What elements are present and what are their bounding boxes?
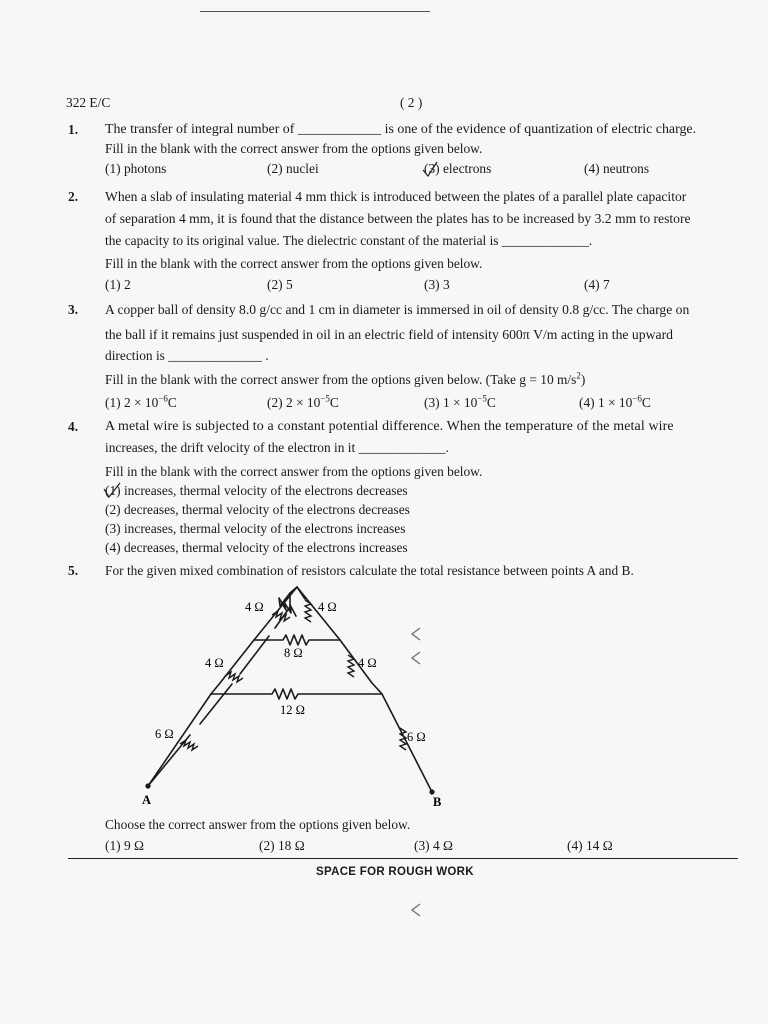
q1-option-4[interactable]: (4) neutrons <box>584 161 650 176</box>
q3-option-2-exp: −5 <box>320 393 330 404</box>
q2-option-2[interactable]: (2) 5 <box>267 277 293 292</box>
q3-option-4-base: (4) 1 × 10 <box>579 395 633 410</box>
q4-number: 4. <box>68 419 79 434</box>
q1-option-3[interactable]: (3) electrons <box>424 161 492 176</box>
q3-option-1-exp: −6 <box>158 393 168 404</box>
q2-line2: of separation 4 mm, it is found that the distance between the plates has to be increased by 3.2 mm to restore <box>105 211 691 226</box>
q3-option-3-unit: C <box>486 395 496 410</box>
stamp-mark-3 <box>412 904 420 916</box>
stamp-mark-2 <box>412 652 420 664</box>
page-number: ( 2 ) <box>400 95 423 110</box>
tick-mark-q4 <box>101 480 123 500</box>
q5-choose-line: Choose the correct answer from the options given below. <box>105 817 411 832</box>
label-point-a: A <box>142 793 152 807</box>
q4-option-4[interactable]: (4) decreases, thermal velocity of the electrons increases <box>105 540 408 555</box>
q3-line4-close: ) <box>580 372 586 387</box>
q5-option-2[interactable]: (2) 18 Ω <box>259 838 305 853</box>
label-r-bottom: 12 Ω <box>280 703 305 717</box>
q5-number: 5. <box>68 563 79 578</box>
label-r-mid-left: 4 Ω <box>205 656 224 670</box>
q3-line1: A copper ball of density 8.0 g/cc and 1 cm in diameter is immersed in oil of density 0.8 g/cc. The charge on <box>105 302 690 317</box>
q2-option-1[interactable]: (1) 2 <box>105 277 131 292</box>
terminal-a-dot <box>145 783 150 788</box>
q2-line3: the capacity to its original value. The dielectric constant of the material is _____________. <box>105 233 593 248</box>
label-r-low-right: 6 Ω <box>407 730 426 744</box>
q3-line4-text: Fill in the blank with the correct answer from the options given below. (Take g = 10 m/s <box>105 372 577 387</box>
q2-line4: Fill in the blank with the correct answer from the options given below. <box>105 256 483 271</box>
q4-option-3[interactable]: (3) increases, thermal velocity of the electrons increases <box>105 521 406 536</box>
q3-option-3-base: (3) 1 × 10 <box>424 395 478 410</box>
q4-line2: increases, the drift velocity of the electron in it _____________. <box>105 440 449 455</box>
q2-option-3[interactable]: (3) 3 <box>424 277 450 292</box>
wire-8ohm-branch <box>254 635 340 645</box>
stamp-mark-1 <box>412 628 420 640</box>
q1-line2: Fill in the blank with the correct answer from the options given below. <box>105 141 483 156</box>
q3-option-4-exp: −6 <box>632 393 642 404</box>
tick-mark-q1 <box>420 160 440 180</box>
q3-line4-sup: 2 <box>576 370 581 381</box>
q2-number: 2. <box>68 189 79 204</box>
label-r-mid: 8 Ω <box>284 646 303 660</box>
terminal-b-dot <box>429 789 434 794</box>
zigzag-mid-right <box>348 655 354 677</box>
zigzag-top-right <box>305 600 311 622</box>
q3-option-2-unit: C <box>329 395 339 410</box>
q5-option-4[interactable]: (4) 14 Ω <box>567 838 613 853</box>
q4-line3: Fill in the blank with the correct answer from the options given below. <box>105 464 483 479</box>
q3-option-1-base: (1) 2 × 10 <box>105 395 159 410</box>
label-r-top-right: 4 Ω <box>318 600 337 614</box>
label-r-mid-right: 4 Ω <box>358 656 377 670</box>
q3-line2: the ball if it remains just suspended in oil in an electric field of intensity 600π V/m acting in the upward <box>105 327 673 342</box>
label-point-b: B <box>433 795 442 809</box>
q4-line1: A metal wire is subjected to a constant potential difference. When the temperature of the metal wire <box>105 419 674 434</box>
q2-option-4[interactable]: (4) 7 <box>584 277 610 292</box>
q5-line1: For the given mixed combination of resistors calculate the total resistance between points A and B. <box>105 563 634 578</box>
q2-line1: When a slab of insulating material 4 mm thick is introduced between the plates of a parallel plate capacitor <box>105 189 687 204</box>
q3-option-1-unit: C <box>167 395 177 410</box>
q3-option-4-unit: C <box>641 395 651 410</box>
q4-option-2[interactable]: (2) decreases, thermal velocity of the electrons decreases <box>105 502 410 517</box>
q5-option-3[interactable]: (3) 4 Ω <box>414 838 453 853</box>
q1-option-1[interactable]: (1) photons <box>105 161 167 176</box>
q1-number: 1. <box>68 122 79 137</box>
wire-12ohm-branch <box>211 689 382 699</box>
paper-code: 322 E/C <box>66 95 111 110</box>
label-r-low-left: 6 Ω <box>155 727 174 741</box>
rough-work-label: SPACE FOR ROUGH WORK <box>316 866 474 878</box>
q1-option-2[interactable]: (2) nuclei <box>267 161 319 176</box>
q3-number: 3. <box>68 302 79 317</box>
q3-option-3-exp: −5 <box>477 393 487 404</box>
q3-line3: direction is ______________ . <box>105 348 269 363</box>
q3-option-2-base: (2) 2 × 10 <box>267 395 321 410</box>
bottom-rule <box>68 858 738 859</box>
q4-option-1[interactable]: (1) increases, thermal velocity of the electrons decreases <box>105 483 408 498</box>
q5-option-1[interactable]: (1) 9 Ω <box>105 838 144 853</box>
q1-line1: The transfer of integral number of ____________ is one of the evidence of quantization of electric charge. <box>105 122 697 137</box>
label-r-top-left: 4 Ω <box>245 600 264 614</box>
